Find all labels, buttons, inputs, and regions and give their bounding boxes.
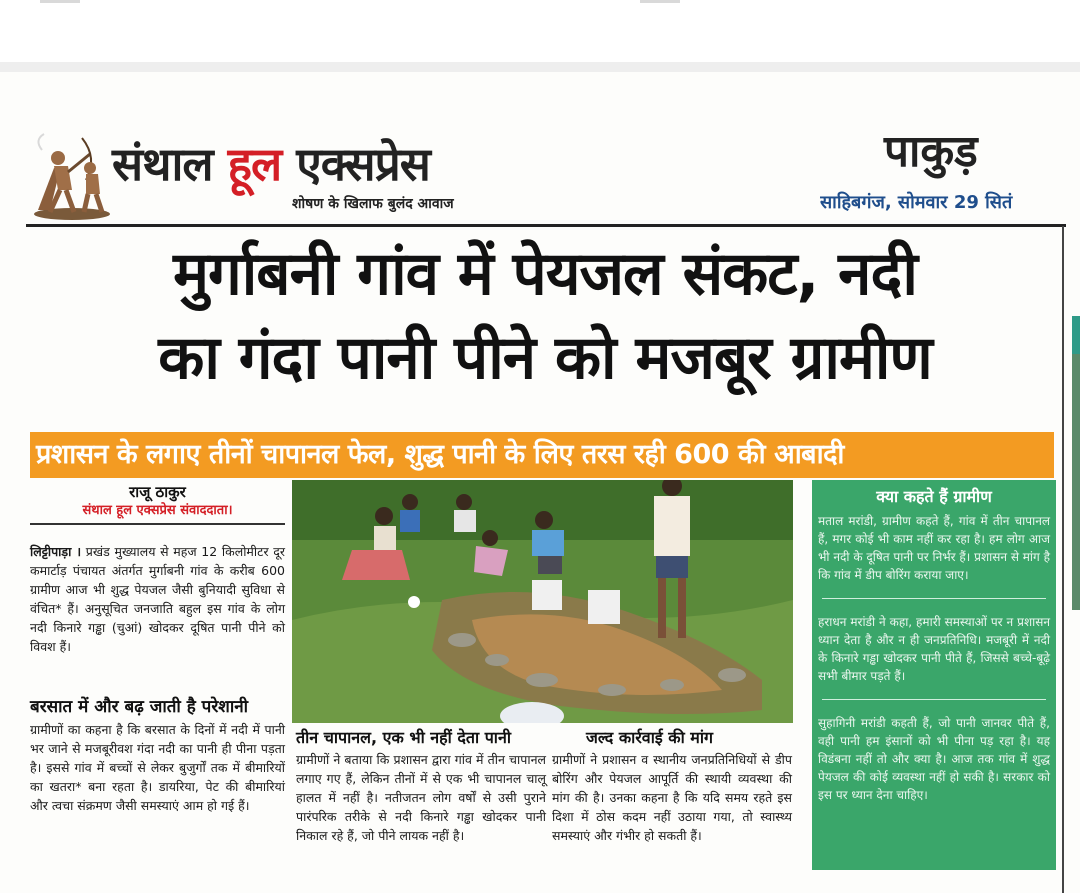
byline (30, 482, 285, 520)
edition-place: पाकुड़ (884, 126, 978, 177)
byline-role: संथाल हूल एक्सप्रेस संवाददाता। (82, 503, 233, 518)
subheadline: प्रशासन के लगाए तीनों चापानल फेल, शुद्ध पानी के लिए तरस रही 600 की आबादी (30, 432, 1054, 478)
masthead-title-part3: एक्सप्रेस (296, 137, 430, 191)
headline-line-2: का गंदा पानी पीने को मजबूर ग्रामीण (158, 323, 932, 393)
adjacent-photo-edge (1072, 316, 1080, 610)
section-heading: बरसात में और बढ़ जाती है परेशानी (30, 697, 249, 717)
top-strip (0, 0, 1080, 62)
byline-rule (30, 523, 285, 525)
masthead-title-part1: संथाल (112, 137, 213, 191)
top-dash (40, 0, 80, 3)
column-rule (1062, 226, 1064, 893)
section-heading: जल्द कार्रवाई की मांग (586, 728, 713, 747)
quote-separator (822, 699, 1046, 700)
section-heading: तीन चापानल, एक भी नहीं देता पानी (296, 728, 511, 747)
villagers-quote-box (812, 480, 1056, 870)
page-gap (0, 62, 1080, 72)
byline-name: राजू ठाकुर (129, 483, 186, 501)
villager-quote: मताल मरांडी, ग्रामीण कहते हैं, गांव में तीन चापानल हैं, मगर कोई भी काम नहीं कर रहा है। हम लोग आज भी नदी के दूषित पानी पर निर्भर हैं। प्रशासन से मांग है कि गांव में डीप बोरिंग कराया जाए। (818, 514, 1050, 582)
masthead-tagline: शोषण के खिलाफ बुलंद आवाज (292, 196, 454, 212)
dateline: लिट्टीपाड़ा । (30, 544, 82, 559)
section-body: ग्रामीणों का कहना है कि बरसात के दिनों में नदी में पानी भर जाने से मजबूरीवश गंदा नदी का पानी ही पीना पड़ता है। इससे गांव में बच्चों से लेकर बुजुर्गों तक में बीमारियों का खतरा* बना रहता है। डायरिया, पेट की बीमारियां और त्वचा संक्रमण जैसी समस्याएं आम हो गई हैं। (30, 722, 285, 813)
masthead-title-part2: हूल (227, 137, 282, 191)
quote-box-heading: क्या कहते हैं ग्रामीण (876, 487, 992, 506)
top-dash (640, 0, 680, 3)
adjacent-banner-edge (1072, 316, 1080, 354)
masthead-warrior-statue-icon (28, 128, 118, 220)
section-body: ग्रामीणों ने प्रशासन व स्थानीय जनप्रतिनिधियों से डीप बोरिंग और पेयजल आपूर्ति की स्थायी व्यवस्था की मांग की है। उनका कहना है कि यदि समय रहते इस दिशा में ठोस कदम नहीं उठाया गया, तो स्वास्थ्य समस्याएं और गंभीर हो सकती हैं। (552, 752, 792, 843)
villager-quote: सुहागिनी मरांडी कहती हैं, जो पानी जानवर पीते हैं, वही पानी हम इंसानों को भी पीना पड़ रहा है। यह विडंबना नहीं तो और क्या है। आज तक गांव में शुद्ध पेयजल की कोई व्यवस्था नहीं हो सकी है। सरकार को इस पर ध्यान देना चाहिए। (818, 716, 1050, 802)
news-photo (292, 480, 793, 723)
section-body: ग्रामीणों ने बताया कि प्रशासन द्वारा गांव में तीन चापानल लगाए गए हैं, लेकिन तीनों में से एक भी चापानल चालू हालत में नहीं है। नतीजतन लोग वर्षों से उसी पुराने पारंपरिक तरीके से नदी किनारे गड्ढा खोदकर पानी निकाल रहे हैं, जो पीने लायक नहीं है। (296, 752, 546, 843)
masthead-rule (26, 224, 1066, 227)
headline (30, 232, 1060, 400)
masthead-title (112, 136, 430, 192)
article-intro (30, 542, 285, 656)
edition-dateline: साहिबगंज, सोमवार 29 सितं (820, 192, 1013, 213)
headline-line-1: मुर्गाबनी गांव में पेयजल संकट, नदी (173, 239, 917, 309)
quote-separator (822, 598, 1046, 599)
intro-text: प्रखंड मुख्यालय से महज 12 किलोमीटर दूर कमार्टाड़ पंचायत अंतर्गत मुर्गाबनी गांव के करीब 600 ग्रामीण आज भी शुद्ध पेयजल जैसी बुनियादी सुविधा से वंचित* हैं। अनुसूचित जनजाति बहुल इस गांव के लोग नदी किनारे गड्ढा (चुआं) खोदकर दूषित पानी पीने को विवश हैं। (30, 544, 285, 654)
villager-quote: हराधन मरांडी ने कहा, हमारी समस्याओं पर न प्रशासन ध्यान देता है और न ही जनप्रतिनिधि। मजबूरी में नदी के किनारे गड्ढा खोदकर पानी पीते हैं, जिससे बच्चे-बूढ़े सभी बीमार पड़ते हैं। (818, 615, 1050, 683)
